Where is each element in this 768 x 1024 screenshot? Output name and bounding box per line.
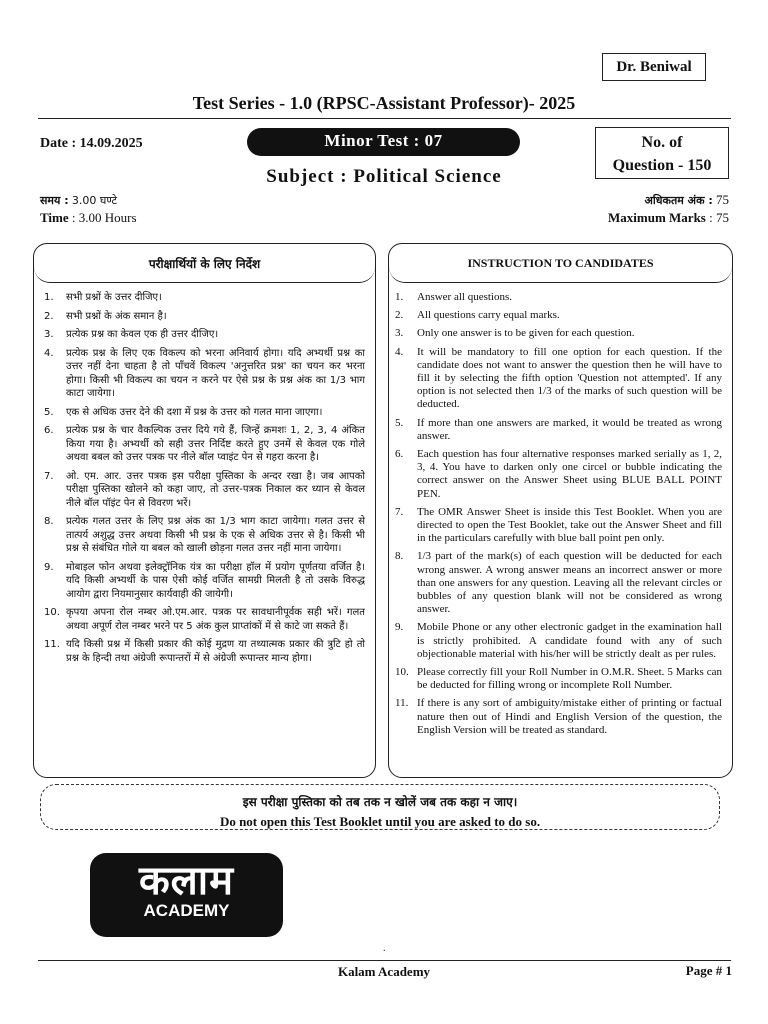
hindi-item-number: 10. [44,607,60,618]
header-divider [38,118,731,119]
english-item-number: 2. [395,309,404,322]
series-title: Test Series - 1.0 (RPSC-Assistant Professor)- 2025 [192,93,576,113]
notice-hindi: इस परीक्षा पुस्तिका को तब तक न खोलें जब तक कहा न जाए। [242,795,518,809]
logo-main-text: कलाम [138,858,235,904]
marks-english [608,209,729,226]
marks-hindi-value: 75 [716,192,729,207]
hindi-item-number: 2. [44,310,54,322]
hindi-item-number: 1. [44,292,54,303]
english-item [389,506,722,546]
hindi-item-text: ओ. एम. आर. उत्तर पत्रक इस परीक्षा पुस्तिका के अन्दर रखा है। जब आपको परीक्षा पुस्तिका खोलने को कहा जाए, तो उत्तर-पत्रक निकाल कर ध्यान से केवल नीले बॉल पॉइंट पेन से विवरण भरें। [66,470,365,509]
hindi-item-text: यदि किसी प्रश्न में किसी प्रकार की कोई मुद्रण या तथ्यात्मक प्रकार की त्रुटि हो तो प्रश्न के हिन्दी तथा अंग्रेजी रूपान्तरों में से अंग्रेजी रूपान्तर मान्य होगा। [66,639,365,664]
english-panel-title: INSTRUCTION TO CANDIDATES [389,244,732,283]
english-item-number: 1. [395,291,404,303]
hindi-item-text: प्रत्येक प्रश्न के लिए एक विकल्प को भरना अनिवार्य होगा। यदि अभ्यर्थी प्रश्न का उत्तर नहीं देना चाहता है तो पाँचवें विकल्प 'अनुत्तरित प्रश्न' का चयन कर भरना होगा। किसी भी विकल्प का चयन न करने पर ऐसे प्रश्न के प्रश्न अंक का 1/3 भाग काटा जायेगा। [66,347,365,399]
english-item-text: Please correctly fill your Roll Number in O.M.R. Sheet. 5 Marks can be deducted for filling wrong or incomplete Roll Number. [417,666,722,692]
english-item-number: 8. [395,550,404,563]
author-label: Dr. Beniwal [602,53,706,81]
hindi-item [38,470,365,511]
english-item-number: 10. [395,666,409,679]
hindi-item [38,561,365,602]
english-item [389,448,722,501]
hindi-item-number: 9. [44,561,54,573]
hindi-item-text: सभी प्रश्नों के अंक समान है। [66,310,167,322]
notice-english: Do not open this Test Booklet until you are asked to do so. [219,814,541,829]
time-hindi-value: 3.00 घण्टे [71,194,118,207]
english-instructions-panel [388,243,733,778]
english-item [389,417,722,443]
english-item-number: 3. [395,327,404,340]
time-block [40,191,137,226]
marks-hindi-label: अधिकतम अंक : [644,194,713,207]
footer-divider [38,960,731,961]
english-item-number: 9. [395,621,404,634]
hindi-item [38,347,365,401]
english-item-text: Answer all questions. [417,291,513,303]
english-item-text: Mobile Phone or any other electronic gadget in the examination hall is strictly prohibited. A candidate found with any of such objectionable material with his/her will be strictly dealt as per rules. [417,621,722,660]
hindi-item-number: 8. [44,516,54,527]
logo-sub-text: ACADEMY [143,901,230,920]
hindi-item-text: प्रत्येक गलत उत्तर के लिए प्रश्न अंक का 1/3 भाग काटा जायेगा। गलत उत्तर से तात्पर्य अशुद्ध उत्तर अथवा किसी भी प्रश्न के एक से अधिक उत्तर से है। किसी भी प्रश्न से संबंधित गोले या बबल को खाली छोड़ना गलत उत्तर नहीं माना जायेगा। [66,516,365,554]
english-item [389,666,722,692]
hindi-item-text: मोबाइल फोन अथवा इलेक्ट्रॉनिक यंत्र का परीक्षा हॉल में प्रयोग पूर्णतया वर्जित है। यदि किसी अभ्यर्थी के पास ऐसी कोई वर्जित सामग्री मिलती है तो उसके विरुद्ध आयोग द्वारा नियमानुसार कार्यवाही की जायेगी। [66,561,365,600]
hindi-item-number: 11. [44,639,60,650]
hindi-item-number: 3. [44,329,54,340]
hindi-item-number: 4. [44,347,54,359]
hindi-item-number: 6. [44,425,54,436]
english-item [389,621,722,661]
hindi-item [38,424,365,465]
hindi-item-text: प्रत्येक प्रश्न के चार वैकल्पिक उत्तर दिये गये हैं, जिन्हें क्रमशः 1, 2, 3, 4 अंकित किया गया है। अभ्यर्थी को सही उत्तर निर्दिष्ट करते हुए उनमें से केवल एक गोले अथवा बबल को उत्तर पत्रक पर नीले बॉल प्वाइंट पेन से गहरा करना है। [66,425,365,463]
footer-publisher: Kalam Academy [337,964,431,979]
english-item [389,309,722,322]
english-item-number: 4. [395,345,404,358]
english-item-text: 1/3 part of the mark(s) of each question will be deducted for each wrong answer. A wrong answer means an incorrect answer or more than one answers for any question. Leaving all the relevant circles or bubbles of any question blank will not be considered as wrong answer. [417,550,722,616]
english-item-text: It will be mandatory to fill one option for each question. If the candidate does not want to answer the question then he will have to fill it by selecting the fifth option 'Question not attempted'. If any option is not selected then 1/3 of the marks of such question will be deducted. [417,345,722,411]
hindi-item-text: एक से अधिक उत्तर देने की दशा में प्रश्न के उत्तर को गलत माना जाएगा। [66,406,323,418]
question-count-value: Question - 150 [612,157,712,174]
english-item [389,697,722,737]
time-hindi [40,191,137,209]
english-item [389,291,722,304]
marks-english-label: Maximum Marks [608,210,706,225]
marks-english-value: : 75 [709,210,729,225]
hindi-item [38,638,365,665]
hindi-panel-title: परीक्षार्थियों के लिए निर्देश [34,244,375,283]
booklet-notice [40,784,720,830]
question-count-label: No. of [641,134,683,151]
time-hindi-label: समय : [40,194,69,207]
center-dot: . [383,943,386,954]
english-item-text: Only one answer is to be given for each question. [417,327,635,340]
english-item-text: If there is any sort of ambiguity/mistake either of printing or factual nature then out of Hindi and English Version of the question, the English Version will be treated as standard. [417,697,722,736]
hindi-item [38,328,365,342]
hindi-item [38,406,365,420]
english-instruction-list [389,283,732,737]
time-english [40,209,137,226]
hindi-item [38,310,365,324]
hindi-item-text: सभी प्रश्नों के उत्तर दीजिए। [66,292,162,303]
english-item-text: The OMR Answer Sheet is inside this Test Booklet. When you are directed to open the Test Booklet, take out the Answer Sheet and fill in the particulars carefully with blue ball point pen only. [417,505,722,545]
english-item-number: 5. [395,416,404,429]
kalam-academy-logo [90,853,283,937]
english-item-text: All questions carry equal marks. [417,309,560,322]
page-number: Page # 1 [685,963,732,978]
hindi-item-number: 7. [44,470,54,482]
english-item-number: 7. [395,505,404,518]
hindi-item-number: 5. [44,406,54,418]
marks-hindi [608,191,729,209]
english-item-number: 6. [395,448,404,461]
hindi-instructions-panel [33,243,376,778]
english-item-text: If more than one answers are marked, it would be treated as wrong answer. [417,416,722,442]
english-item-number: 11. [395,697,409,710]
exam-date: Date : 14.09.2025 [40,136,143,151]
hindi-item [38,291,365,305]
english-item [389,327,722,340]
hindi-instruction-list [34,283,375,665]
english-item [389,346,722,412]
english-item [389,550,722,616]
time-english-label: Time [40,210,69,225]
time-english-value: : 3.00 Hours [71,210,137,225]
subject-title: Subject : Political Science [266,166,502,187]
hindi-item-text: कृपया अपना रोल नम्बर ओ.एम.आर. पत्रक पर सावधानीपूर्वक सही भरें। गलत अथवा अपूर्ण रोल नम्बर भरने पर 5 अंक कुल प्राप्तांकों में से काटे जा सकते हैं। [66,607,365,632]
hindi-item [38,606,365,633]
marks-block [608,191,729,226]
english-item-text: Each question has four alternative responses marked serially as 1, 2, 3, 4. You have to darken only one circel or bubble indicating the correct answer on the Answer Sheet using BLUE BALL POINT PEN. [417,448,722,500]
test-name-badge: Minor Test : 07 [247,128,520,156]
hindi-item [38,515,365,556]
hindi-item-text: प्रत्येक प्रश्न का केवल एक ही उत्तर दीजिए। [66,329,219,340]
